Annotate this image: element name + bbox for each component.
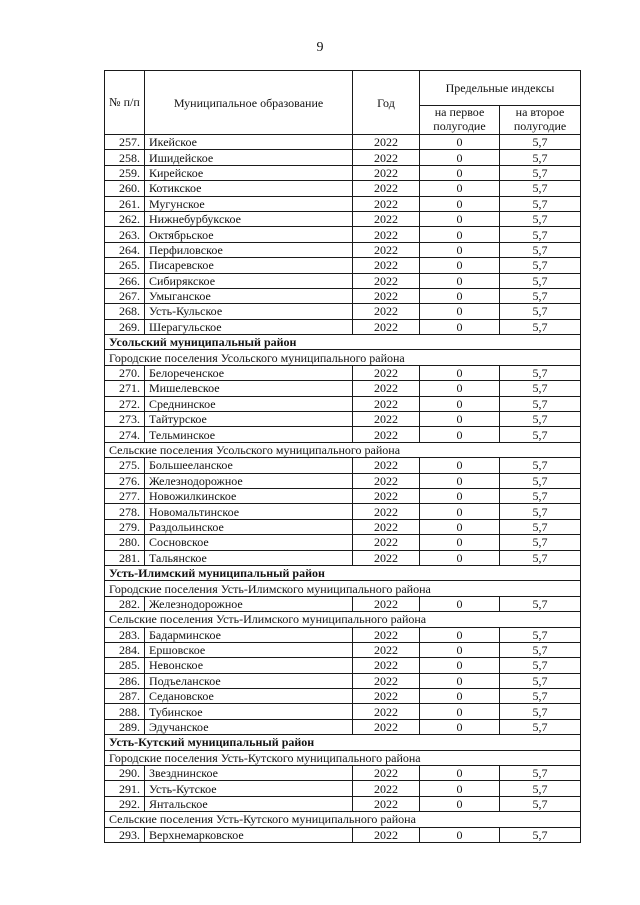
table-header	[105, 71, 581, 135]
cell-first-half: 0	[420, 535, 500, 550]
table-row	[105, 319, 581, 334]
cell-second-half: 5,7	[500, 396, 581, 411]
cell-first-half: 0	[420, 427, 500, 442]
table-row	[105, 596, 581, 611]
cell-name: Железнодорожное	[145, 473, 353, 488]
cell-first-half: 0	[420, 365, 500, 380]
cell-second-half: 5,7	[500, 488, 581, 503]
cell-second-half: 5,7	[500, 135, 581, 150]
cell-number: 292.	[105, 796, 145, 811]
cell-number: 272.	[105, 396, 145, 411]
header-second-half: на второе полугодие	[500, 106, 581, 135]
cell-name: Писаревское	[145, 258, 353, 273]
cell-number: 290.	[105, 766, 145, 781]
cell-year: 2022	[353, 396, 420, 411]
table-row	[105, 673, 581, 688]
cell-second-half: 5,7	[500, 211, 581, 226]
table-row	[105, 150, 581, 165]
table-row	[105, 196, 581, 211]
cell-second-half: 5,7	[500, 150, 581, 165]
cell-second-half: 5,7	[500, 196, 581, 211]
cell-name: Мугунское	[145, 196, 353, 211]
cell-first-half: 0	[420, 396, 500, 411]
table-row	[105, 396, 581, 411]
cell-number: 293.	[105, 827, 145, 842]
cell-second-half: 5,7	[500, 504, 581, 519]
cell-name: Белореченское	[145, 365, 353, 380]
cell-first-half: 0	[420, 658, 500, 673]
cell-year: 2022	[353, 135, 420, 150]
cell-year: 2022	[353, 596, 420, 611]
cell-number: 270.	[105, 365, 145, 380]
cell-number: 269.	[105, 319, 145, 334]
table-row	[105, 473, 581, 488]
cell-name: Сосновское	[145, 535, 353, 550]
cell-second-half: 5,7	[500, 673, 581, 688]
cell-year: 2022	[353, 211, 420, 226]
cell-second-half: 5,7	[500, 458, 581, 473]
cell-year: 2022	[353, 642, 420, 657]
cell-first-half: 0	[420, 781, 500, 796]
cell-second-half: 5,7	[500, 181, 581, 196]
cell-first-half: 0	[420, 519, 500, 534]
table-row	[105, 165, 581, 180]
page-number: 9	[316, 40, 324, 55]
cell-first-half: 0	[420, 504, 500, 519]
cell-number: 278.	[105, 504, 145, 519]
cell-year: 2022	[353, 519, 420, 534]
cell-number: 266.	[105, 273, 145, 288]
cell-number: 282.	[105, 596, 145, 611]
cell-number: 265.	[105, 258, 145, 273]
cell-year: 2022	[353, 488, 420, 503]
cell-second-half: 5,7	[500, 550, 581, 565]
cell-name: Бадарминское	[145, 627, 353, 642]
cell-year: 2022	[353, 627, 420, 642]
cell-number: 280.	[105, 535, 145, 550]
cell-first-half: 0	[420, 719, 500, 734]
cell-year: 2022	[353, 704, 420, 719]
cell-year: 2022	[353, 458, 420, 473]
cell-first-half: 0	[420, 273, 500, 288]
settlement-group-row	[105, 581, 581, 596]
cell-name: Янтальское	[145, 796, 353, 811]
cell-first-half: 0	[420, 150, 500, 165]
cell-year: 2022	[353, 273, 420, 288]
cell-first-half: 0	[420, 227, 500, 242]
table-row	[105, 273, 581, 288]
table-row	[105, 689, 581, 704]
cell-number: 259.	[105, 165, 145, 180]
cell-first-half: 0	[420, 304, 500, 319]
district-title: Усть-Илимский муниципальный район	[105, 565, 581, 580]
cell-first-half: 0	[420, 181, 500, 196]
cell-year: 2022	[353, 796, 420, 811]
header-name: Муниципальное образование	[145, 71, 353, 135]
settlement-group-row	[105, 350, 581, 365]
cell-name: Нижнебурбукское	[145, 211, 353, 226]
cell-number: 285.	[105, 658, 145, 673]
cell-year: 2022	[353, 381, 420, 396]
cell-first-half: 0	[420, 673, 500, 688]
header-first-half: на первое полугодие	[420, 106, 500, 135]
cell-number: 271.	[105, 381, 145, 396]
cell-name: Икейское	[145, 135, 353, 150]
table-row	[105, 304, 581, 319]
cell-name: Тубинское	[145, 704, 353, 719]
cell-year: 2022	[353, 689, 420, 704]
cell-second-half: 5,7	[500, 719, 581, 734]
cell-first-half: 0	[420, 704, 500, 719]
cell-name: Тальянское	[145, 550, 353, 565]
cell-first-half: 0	[420, 596, 500, 611]
cell-second-half: 5,7	[500, 766, 581, 781]
table-row	[105, 412, 581, 427]
cell-number: 257.	[105, 135, 145, 150]
cell-first-half: 0	[420, 135, 500, 150]
table-row	[105, 242, 581, 257]
cell-first-half: 0	[420, 473, 500, 488]
cell-number: 284.	[105, 642, 145, 657]
cell-name: Тайтурское	[145, 412, 353, 427]
cell-number: 279.	[105, 519, 145, 534]
table-row	[105, 642, 581, 657]
cell-first-half: 0	[420, 165, 500, 180]
cell-first-half: 0	[420, 689, 500, 704]
cell-number: 267.	[105, 288, 145, 303]
cell-number: 287.	[105, 689, 145, 704]
cell-second-half: 5,7	[500, 781, 581, 796]
cell-number: 275.	[105, 458, 145, 473]
cell-second-half: 5,7	[500, 319, 581, 334]
cell-number: 273.	[105, 412, 145, 427]
settlement-group-title: Сельские поселения Усть-Кутского муниципального района	[105, 812, 581, 827]
cell-second-half: 5,7	[500, 227, 581, 242]
cell-first-half: 0	[420, 196, 500, 211]
cell-second-half: 5,7	[500, 242, 581, 257]
settlement-group-title: Городские поселения Усть-Илимского муниципального района	[105, 581, 581, 596]
cell-number: 281.	[105, 550, 145, 565]
cell-second-half: 5,7	[500, 689, 581, 704]
cell-second-half: 5,7	[500, 519, 581, 534]
cell-first-half: 0	[420, 458, 500, 473]
cell-second-half: 5,7	[500, 273, 581, 288]
table-row	[105, 504, 581, 519]
cell-name: Усть-Кутское	[145, 781, 353, 796]
cell-first-half: 0	[420, 488, 500, 503]
indices-table	[104, 70, 581, 843]
cell-number: 277.	[105, 488, 145, 503]
header-year: Год	[353, 71, 420, 135]
cell-year: 2022	[353, 719, 420, 734]
header-num: № п/п	[105, 71, 145, 135]
district-header-row	[105, 565, 581, 580]
settlement-group-title: Сельские поселения Усть-Илимского муниципального района	[105, 612, 581, 627]
cell-number: 291.	[105, 781, 145, 796]
cell-name: Умыганское	[145, 288, 353, 303]
cell-number: 263.	[105, 227, 145, 242]
table-row	[105, 258, 581, 273]
cell-year: 2022	[353, 258, 420, 273]
cell-name: Среднинское	[145, 396, 353, 411]
table-row	[105, 488, 581, 503]
table-row	[105, 519, 581, 534]
cell-name: Седановское	[145, 689, 353, 704]
table-row	[105, 227, 581, 242]
cell-number: 283.	[105, 627, 145, 642]
table-row	[105, 796, 581, 811]
cell-name: Эдучанское	[145, 719, 353, 734]
cell-name: Новожилкинское	[145, 488, 353, 503]
cell-name: Тельминское	[145, 427, 353, 442]
cell-name: Октябрьское	[145, 227, 353, 242]
cell-first-half: 0	[420, 796, 500, 811]
cell-second-half: 5,7	[500, 704, 581, 719]
cell-number: 289.	[105, 719, 145, 734]
cell-second-half: 5,7	[500, 381, 581, 396]
cell-first-half: 0	[420, 550, 500, 565]
cell-number: 261.	[105, 196, 145, 211]
cell-second-half: 5,7	[500, 658, 581, 673]
cell-number: 262.	[105, 211, 145, 226]
cell-year: 2022	[353, 150, 420, 165]
cell-name: Подъеланское	[145, 673, 353, 688]
cell-first-half: 0	[420, 319, 500, 334]
district-title: Усть-Кутский муниципальный район	[105, 735, 581, 750]
cell-second-half: 5,7	[500, 642, 581, 657]
table-body	[105, 135, 581, 843]
cell-number: 264.	[105, 242, 145, 257]
table-row	[105, 211, 581, 226]
cell-number: 258.	[105, 150, 145, 165]
table-row	[105, 458, 581, 473]
cell-year: 2022	[353, 412, 420, 427]
table-row	[105, 766, 581, 781]
cell-second-half: 5,7	[500, 304, 581, 319]
cell-year: 2022	[353, 304, 420, 319]
cell-name: Шерагульское	[145, 319, 353, 334]
cell-name: Усть-Кульское	[145, 304, 353, 319]
cell-number: 288.	[105, 704, 145, 719]
cell-second-half: 5,7	[500, 535, 581, 550]
cell-year: 2022	[353, 658, 420, 673]
cell-second-half: 5,7	[500, 258, 581, 273]
cell-second-half: 5,7	[500, 427, 581, 442]
cell-name: Перфиловское	[145, 242, 353, 257]
cell-name: Кирейское	[145, 165, 353, 180]
cell-name: Новомальтинское	[145, 504, 353, 519]
table-row	[105, 719, 581, 734]
cell-second-half: 5,7	[500, 365, 581, 380]
settlement-group-row	[105, 612, 581, 627]
cell-name: Звезднинское	[145, 766, 353, 781]
cell-first-half: 0	[420, 242, 500, 257]
table-row	[105, 704, 581, 719]
cell-year: 2022	[353, 319, 420, 334]
table-row	[105, 627, 581, 642]
cell-first-half: 0	[420, 258, 500, 273]
cell-year: 2022	[353, 473, 420, 488]
cell-second-half: 5,7	[500, 596, 581, 611]
table-row	[105, 535, 581, 550]
cell-name: Раздольинское	[145, 519, 353, 534]
cell-year: 2022	[353, 535, 420, 550]
table-row	[105, 781, 581, 796]
cell-first-half: 0	[420, 288, 500, 303]
district-title: Усольский муниципальный район	[105, 335, 581, 350]
cell-second-half: 5,7	[500, 473, 581, 488]
settlement-group-row	[105, 750, 581, 765]
cell-first-half: 0	[420, 766, 500, 781]
table-row	[105, 827, 581, 842]
table-row	[105, 135, 581, 150]
cell-second-half: 5,7	[500, 796, 581, 811]
cell-year: 2022	[353, 550, 420, 565]
cell-year: 2022	[353, 242, 420, 257]
settlement-group-title: Городские поселения Усть-Кутского муниципального района	[105, 750, 581, 765]
cell-name: Железнодорожное	[145, 596, 353, 611]
settlement-group-title: Городские поселения Усольского муниципального района	[105, 350, 581, 365]
cell-year: 2022	[353, 288, 420, 303]
district-header-row	[105, 335, 581, 350]
table-row	[105, 381, 581, 396]
cell-first-half: 0	[420, 827, 500, 842]
cell-year: 2022	[353, 781, 420, 796]
settlement-group-row	[105, 442, 581, 457]
cell-first-half: 0	[420, 412, 500, 427]
table-row	[105, 181, 581, 196]
cell-year: 2022	[353, 196, 420, 211]
district-header-row	[105, 735, 581, 750]
cell-name: Ишидейское	[145, 150, 353, 165]
cell-first-half: 0	[420, 627, 500, 642]
header-limit-indices: Предельные индексы	[420, 71, 581, 106]
cell-second-half: 5,7	[500, 165, 581, 180]
cell-number: 260.	[105, 181, 145, 196]
cell-year: 2022	[353, 181, 420, 196]
cell-year: 2022	[353, 165, 420, 180]
cell-year: 2022	[353, 365, 420, 380]
table-row	[105, 658, 581, 673]
cell-number: 274.	[105, 427, 145, 442]
cell-name: Большееланское	[145, 458, 353, 473]
settlement-group-row	[105, 812, 581, 827]
cell-number: 268.	[105, 304, 145, 319]
cell-name: Мишелевское	[145, 381, 353, 396]
table-row	[105, 550, 581, 565]
cell-name: Невонское	[145, 658, 353, 673]
table-row	[105, 288, 581, 303]
cell-year: 2022	[353, 504, 420, 519]
cell-number: 286.	[105, 673, 145, 688]
table-row	[105, 365, 581, 380]
cell-name: Котикское	[145, 181, 353, 196]
cell-name: Верхнемарковское	[145, 827, 353, 842]
cell-first-half: 0	[420, 642, 500, 657]
cell-number: 276.	[105, 473, 145, 488]
cell-second-half: 5,7	[500, 627, 581, 642]
table-row	[105, 427, 581, 442]
cell-first-half: 0	[420, 381, 500, 396]
cell-second-half: 5,7	[500, 412, 581, 427]
settlement-group-title: Сельские поселения Усольского муниципального района	[105, 442, 581, 457]
cell-year: 2022	[353, 227, 420, 242]
cell-second-half: 5,7	[500, 288, 581, 303]
cell-name: Ершовское	[145, 642, 353, 657]
cell-year: 2022	[353, 673, 420, 688]
cell-name: Сибирякское	[145, 273, 353, 288]
cell-year: 2022	[353, 766, 420, 781]
cell-first-half: 0	[420, 211, 500, 226]
cell-year: 2022	[353, 827, 420, 842]
cell-year: 2022	[353, 427, 420, 442]
cell-second-half: 5,7	[500, 827, 581, 842]
